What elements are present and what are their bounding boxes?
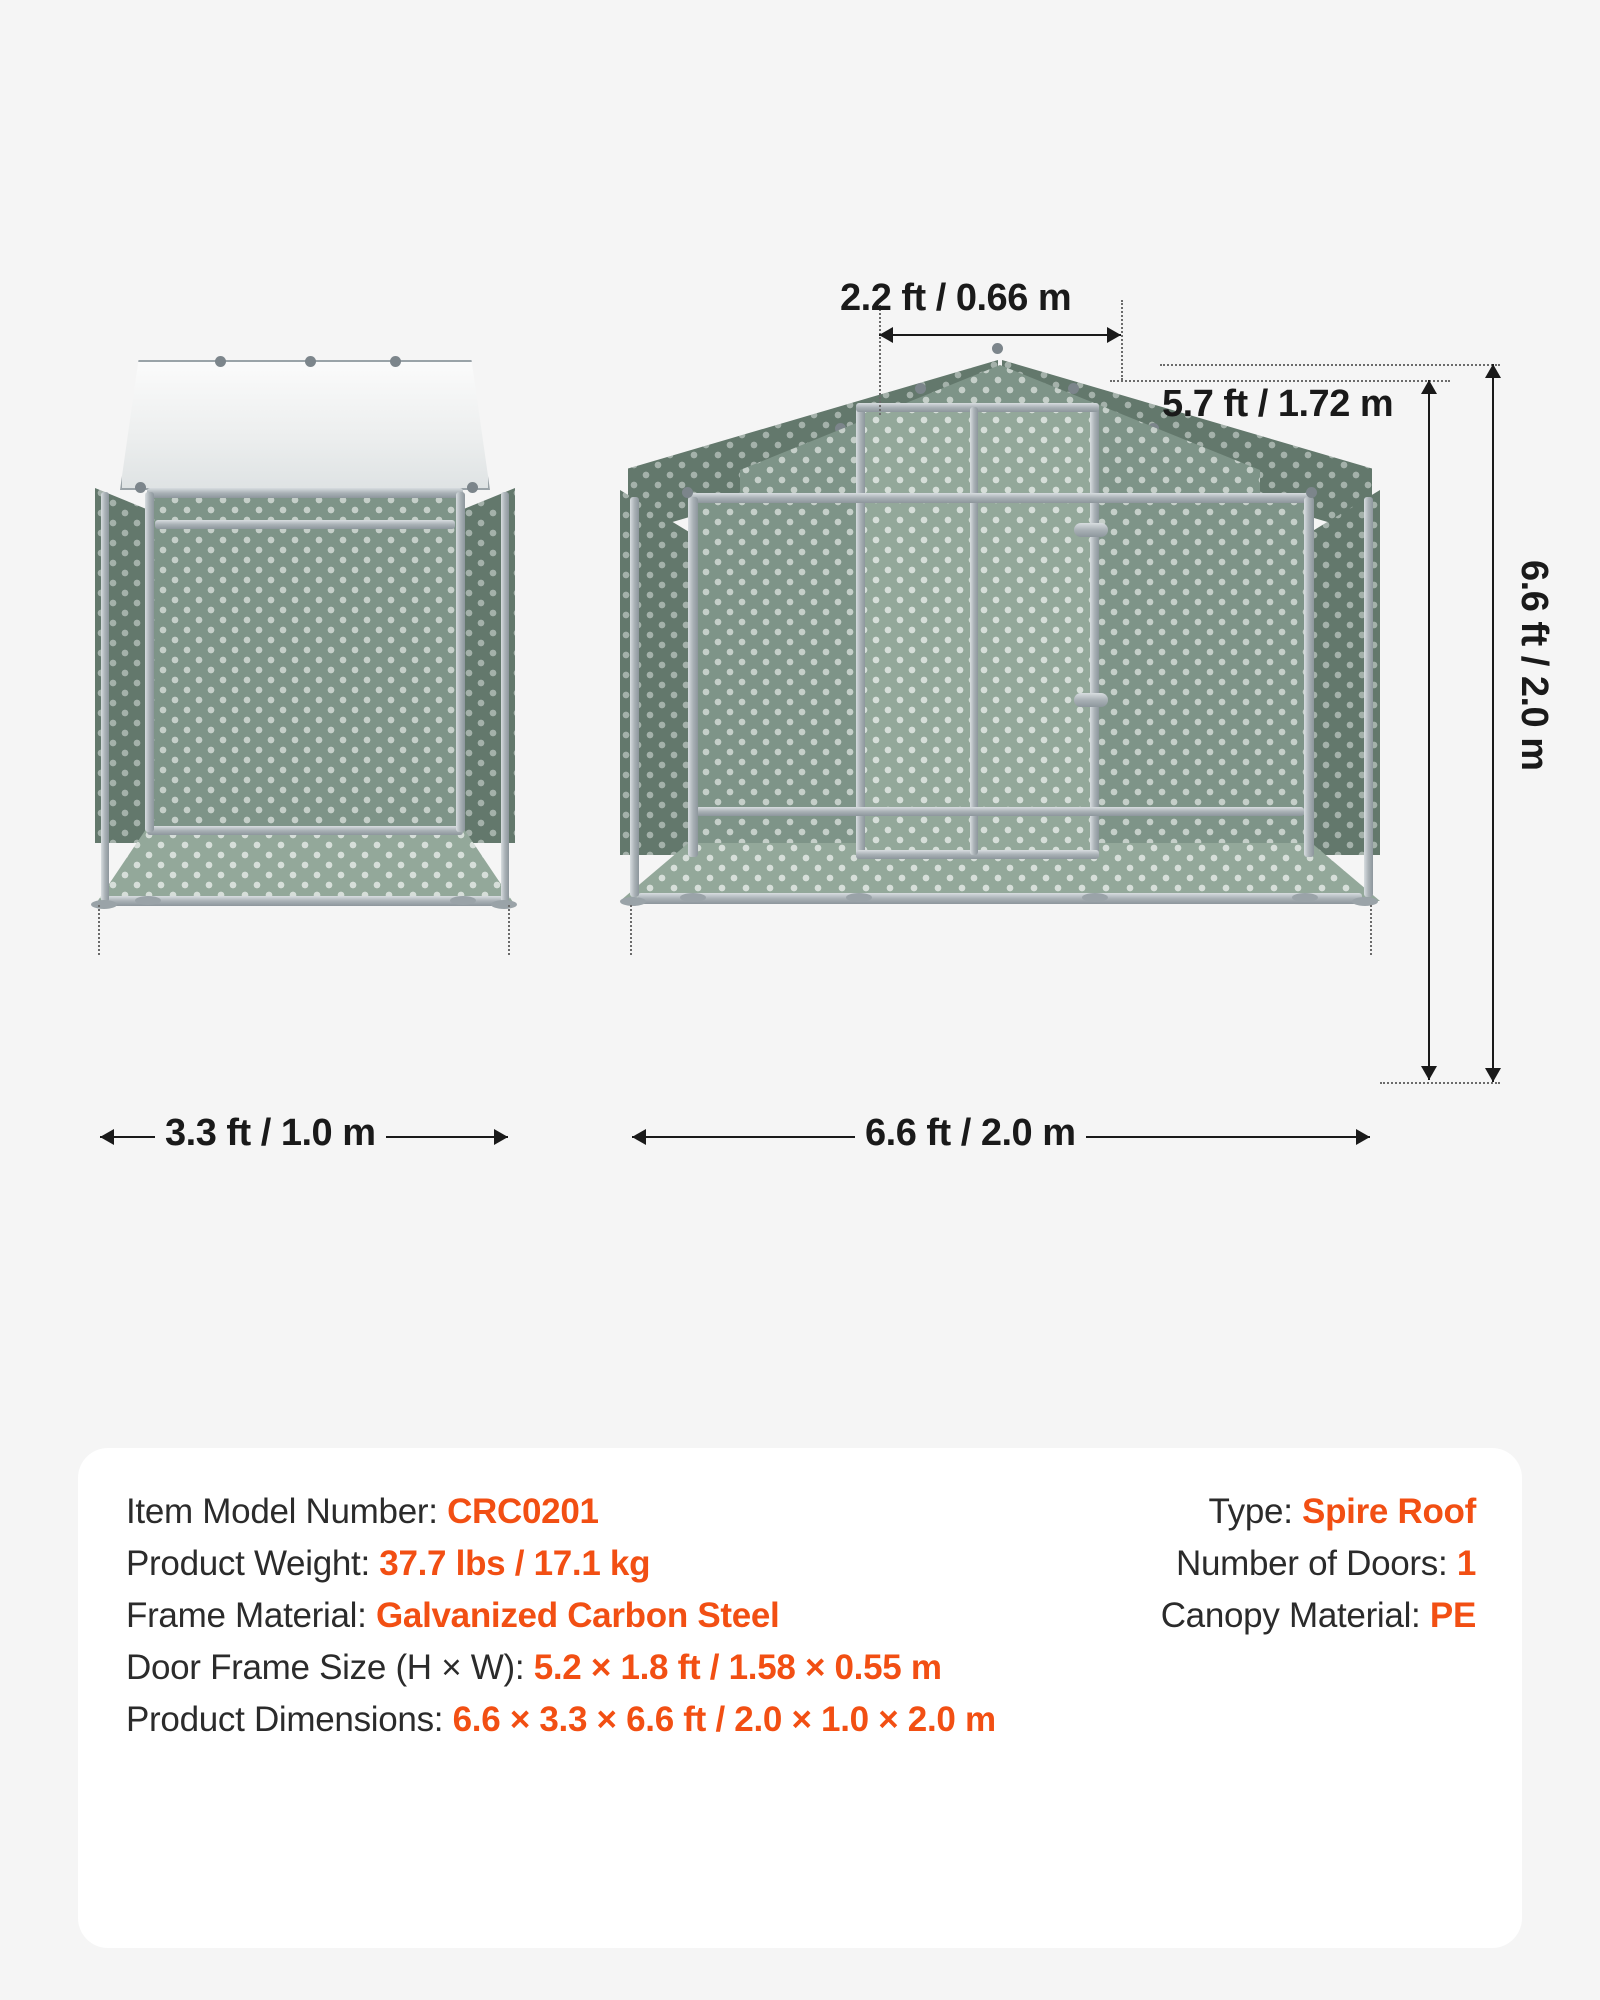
spec-canopy-material — [946, 1596, 1476, 1636]
frame-node — [390, 356, 401, 367]
spec-row — [126, 1492, 1476, 1532]
door-frame-left — [856, 405, 865, 857]
top-width-dimension-line — [879, 334, 1121, 336]
front-rail-eave — [688, 493, 1312, 503]
door-panel — [858, 405, 1098, 855]
front-post-outer-right — [1364, 497, 1373, 897]
frame-rail-lower — [147, 826, 463, 835]
frame-node — [215, 356, 226, 367]
frame-node — [682, 487, 693, 498]
side-mesh-panel-main — [145, 495, 465, 850]
spec-row — [126, 1596, 1476, 1636]
spec-row — [126, 1648, 1476, 1688]
ground-foot — [1352, 897, 1378, 906]
spec-value: CRC0201 — [447, 1492, 599, 1531]
frame-rail-top — [147, 488, 463, 498]
frame-rail-upper — [155, 520, 455, 529]
side-dim-extension-right — [508, 905, 510, 955]
eave-height-label: 5.7 ft / 1.72 m — [1162, 383, 1394, 425]
spec-value: Spire Roof — [1302, 1492, 1476, 1531]
spec-product-dimensions — [126, 1700, 1476, 1740]
ground-foot — [491, 900, 517, 909]
ground-foot — [846, 893, 872, 902]
ground-foot — [135, 896, 161, 905]
eave-height-extension-top — [1110, 380, 1450, 382]
door-center-stile — [970, 407, 978, 855]
top-width-label: 2.2 ft / 0.66 m — [840, 277, 1072, 319]
ground-foot — [1292, 893, 1318, 902]
spec-frame-material — [126, 1596, 946, 1636]
total-height-extension-top — [1160, 364, 1500, 366]
dimension-arrow-right — [1356, 1129, 1370, 1145]
spec-label: Type: — [1208, 1492, 1303, 1531]
side-dim-extension-left — [98, 905, 100, 955]
spec-label: Canopy Material: — [1160, 1596, 1430, 1635]
frame-rail-bottom — [107, 896, 503, 906]
door-latch-upper — [1074, 523, 1108, 537]
front-post-left — [688, 497, 698, 857]
frame-post-right — [456, 492, 465, 832]
front-post-right — [1304, 497, 1314, 857]
frame-post-outer-left — [101, 492, 109, 902]
frame-node — [467, 482, 478, 493]
frame-node — [915, 383, 926, 394]
spec-number-of-doors — [946, 1544, 1476, 1584]
spec-value: PE — [1429, 1596, 1476, 1635]
frame-node — [135, 482, 146, 493]
spec-value: 6.6 × 3.3 × 6.6 ft / 2.0 × 1.0 × 2.0 m — [452, 1700, 996, 1739]
spec-label: Item Model Number: — [126, 1492, 448, 1531]
front-width-extension-left — [630, 905, 632, 955]
spec-value: 1 — [1456, 1544, 1476, 1583]
specifications-grid — [126, 1492, 1476, 1752]
spec-label: Number of Doors: — [1175, 1544, 1457, 1583]
ground-foot — [620, 897, 646, 906]
side-width-label: 3.3 ft / 1.0 m — [155, 1112, 386, 1155]
total-height-extension-bottom — [1380, 1082, 1500, 1084]
dimension-arrow-left — [100, 1129, 114, 1145]
side-view-illustration — [95, 360, 515, 1100]
frame-post-left — [145, 492, 154, 832]
frame-node — [1306, 487, 1317, 498]
total-height-dimension-line — [1492, 364, 1494, 1082]
dimension-arrow-up — [1421, 380, 1437, 394]
door-frame-right — [1090, 405, 1099, 857]
spec-label: Door Frame Size (H × W): — [126, 1648, 534, 1687]
ground-foot — [450, 896, 476, 905]
dimension-arrow-down — [1421, 1066, 1437, 1080]
spec-product-weight — [126, 1544, 946, 1584]
door-latch-lower — [1074, 693, 1108, 707]
front-post-outer-left — [630, 497, 639, 897]
spec-value: 37.7 lbs / 17.1 kg — [379, 1544, 651, 1583]
ground-foot — [1082, 893, 1108, 902]
side-view-canopy — [120, 360, 490, 490]
frame-node — [1068, 383, 1079, 394]
front-rail-bottom — [638, 893, 1362, 904]
spec-label: Product Weight: — [126, 1544, 380, 1583]
frame-post-outer-right — [501, 492, 509, 902]
side-mesh-apron — [95, 830, 515, 905]
spec-door-frame-size — [126, 1648, 1476, 1688]
dimension-arrow-left — [632, 1129, 646, 1145]
eave-height-dimension-line — [1428, 380, 1430, 1080]
frame-node — [305, 356, 316, 367]
front-width-extension-right — [1370, 905, 1372, 955]
ground-foot — [91, 900, 117, 909]
dimension-arrow-right — [1107, 327, 1121, 343]
total-height-label: 6.6 ft / 2.0 m — [1513, 560, 1555, 771]
dimension-arrow-up — [1485, 364, 1501, 378]
spec-row — [126, 1700, 1476, 1740]
spec-value: Galvanized Carbon Steel — [375, 1596, 780, 1635]
front-width-label: 6.6 ft / 2.0 m — [855, 1112, 1086, 1155]
spec-type — [946, 1492, 1476, 1532]
front-rail-mid — [696, 807, 1304, 816]
ground-foot — [680, 893, 706, 902]
spec-row — [126, 1544, 1476, 1584]
frame-node — [992, 343, 1003, 354]
front-view-illustration — [620, 345, 1380, 1100]
spec-item-model-number — [126, 1492, 946, 1532]
spec-label: Product Dimensions: — [126, 1700, 453, 1739]
top-width-extension-right — [1121, 300, 1123, 380]
dimension-arrow-right — [494, 1129, 508, 1145]
specifications-card — [78, 1448, 1522, 1948]
spec-label: Frame Material: — [126, 1596, 376, 1635]
dimension-arrow-left — [879, 327, 893, 343]
spec-value: 5.2 × 1.8 ft / 1.58 × 0.55 m — [533, 1648, 942, 1687]
dimension-arrow-down — [1485, 1068, 1501, 1082]
